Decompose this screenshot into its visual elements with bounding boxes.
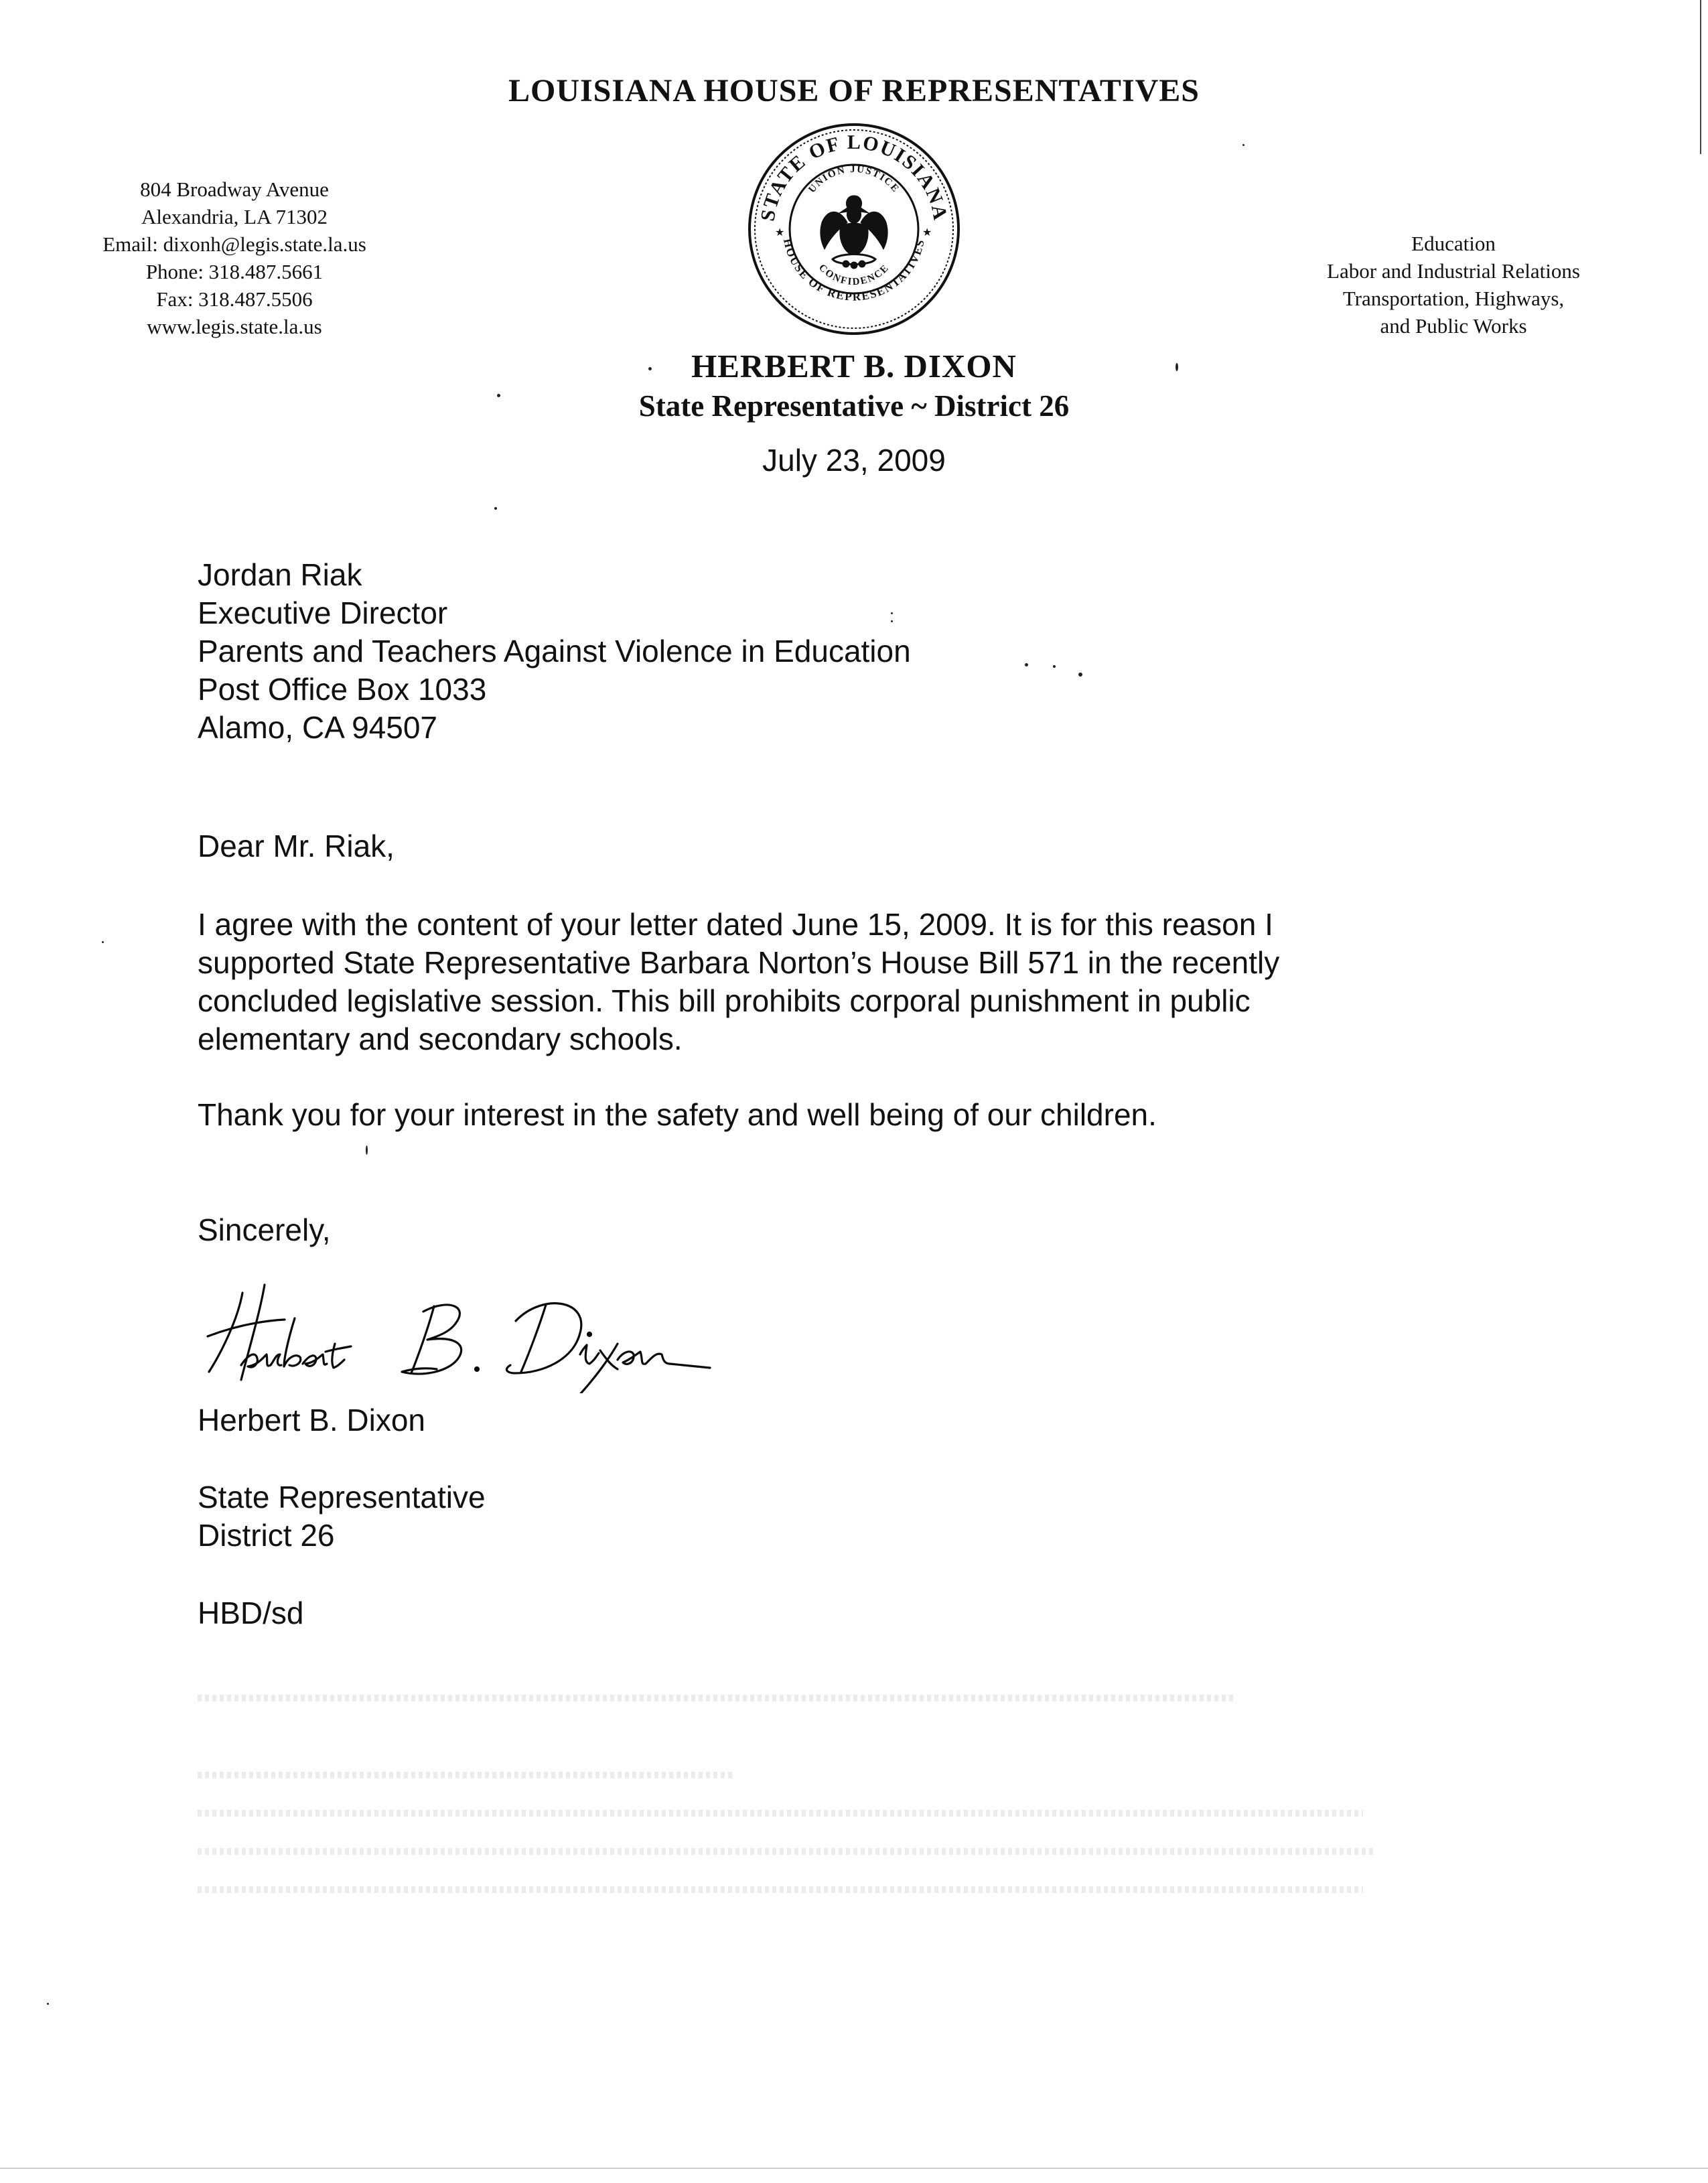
faint-line xyxy=(198,1772,733,1778)
contact-website: www.legis.state.la.us xyxy=(147,315,322,338)
signer-title-block xyxy=(198,1478,1437,1555)
paragraph-line: concluded legislative session. This bill prohibits corporal punishment in public xyxy=(198,983,1251,1018)
scan-speck xyxy=(891,620,893,622)
recipient-po-box: Post Office Box 1033 xyxy=(198,672,487,707)
recipient-name: Jordan Riak xyxy=(198,557,362,592)
svg-text:★: ★ xyxy=(775,226,785,238)
scan-speck xyxy=(366,1145,368,1155)
contact-fax: Fax: 318.487.5506 xyxy=(156,287,313,311)
committee-list xyxy=(1279,230,1628,340)
representative-name: HERBERT B. DIXON xyxy=(691,348,1017,384)
seal-motto-bottom: CONFIDENCE xyxy=(816,262,892,288)
salutation: Dear Mr. Riak, xyxy=(198,829,395,863)
representative-title: State Representative ~ District 26 xyxy=(638,389,1070,423)
scan-speck xyxy=(1053,665,1056,668)
reference-initials: HBD/sd xyxy=(198,1596,304,1630)
closing: Sincerely, xyxy=(198,1212,331,1247)
signer-title: State Representative xyxy=(198,1480,486,1515)
letterhead-title: LOUISIANA HOUSE OF REPRESENTATIVES xyxy=(508,73,1200,109)
scan-speck xyxy=(648,367,652,370)
scan-speck xyxy=(1078,673,1082,677)
scan-speck xyxy=(494,507,497,510)
contact-info xyxy=(74,175,395,340)
svg-text:★: ★ xyxy=(922,226,932,238)
committee-item: Education xyxy=(1411,232,1496,255)
seal-lower-text: HOUSE OF REPRESENTATIVES xyxy=(780,237,927,303)
svg-text:UNION JUSTICE xyxy=(806,164,901,195)
bleed-through-text xyxy=(198,1688,1376,1916)
paragraph-line: I agree with the content of your letter dated June 15, 2009. It is for this reason I xyxy=(198,907,1273,942)
signer-name: Herbert B. Dixon xyxy=(198,1403,426,1437)
contact-phone: Phone: 318.487.5661 xyxy=(145,260,324,283)
faint-line xyxy=(198,1848,1376,1855)
recipient-organization: Parents and Teachers Against Violence in Education xyxy=(198,634,911,668)
faint-line xyxy=(198,1695,1236,1701)
signer-district: District 26 xyxy=(198,1518,335,1553)
state-seal-icon xyxy=(747,122,961,336)
recipient-title: Executive Director xyxy=(198,595,448,630)
letter-date: July 23, 2009 xyxy=(762,443,946,478)
paragraph-line: supported State Representative Barbara Norton’s House Bill 571 in the recently xyxy=(198,945,1280,980)
contact-address: 804 Broadway Avenue xyxy=(140,178,329,201)
scan-speck xyxy=(497,394,500,397)
seal-outer-text: STATE OF LOUISIANA xyxy=(756,131,952,223)
scan-speck xyxy=(1025,663,1028,666)
handwritten-signature xyxy=(201,1279,723,1393)
committee-item: Labor and Industrial Relations xyxy=(1327,259,1580,283)
scan-speck xyxy=(891,612,893,614)
committee-item: Transportation, Highways, xyxy=(1342,287,1565,310)
body-paragraph xyxy=(198,906,1437,1058)
seal-motto-top: UNION JUSTICE xyxy=(806,163,902,196)
contact-email: Email: dixonh@legis.state.la.us xyxy=(102,232,366,256)
committee-item: and Public Works xyxy=(1380,314,1527,338)
scan-speck xyxy=(1242,144,1244,146)
recipient-city: Alamo, CA 94507 xyxy=(198,710,438,745)
scan-speck xyxy=(1176,363,1178,371)
thank-you-paragraph: Thank you for your interest in the safety and well being of our children. xyxy=(198,1097,1157,1132)
contact-city: Alexandria, LA 71302 xyxy=(141,205,328,228)
recipient-address xyxy=(198,556,1437,747)
paragraph-line: elementary and secondary schools. xyxy=(198,1022,683,1056)
faint-line xyxy=(198,1810,1363,1817)
scan-edge-bottom xyxy=(0,2168,1708,2169)
scan-speck xyxy=(47,2003,49,2005)
scan-speck xyxy=(102,941,104,943)
faint-line xyxy=(198,1886,1363,1893)
